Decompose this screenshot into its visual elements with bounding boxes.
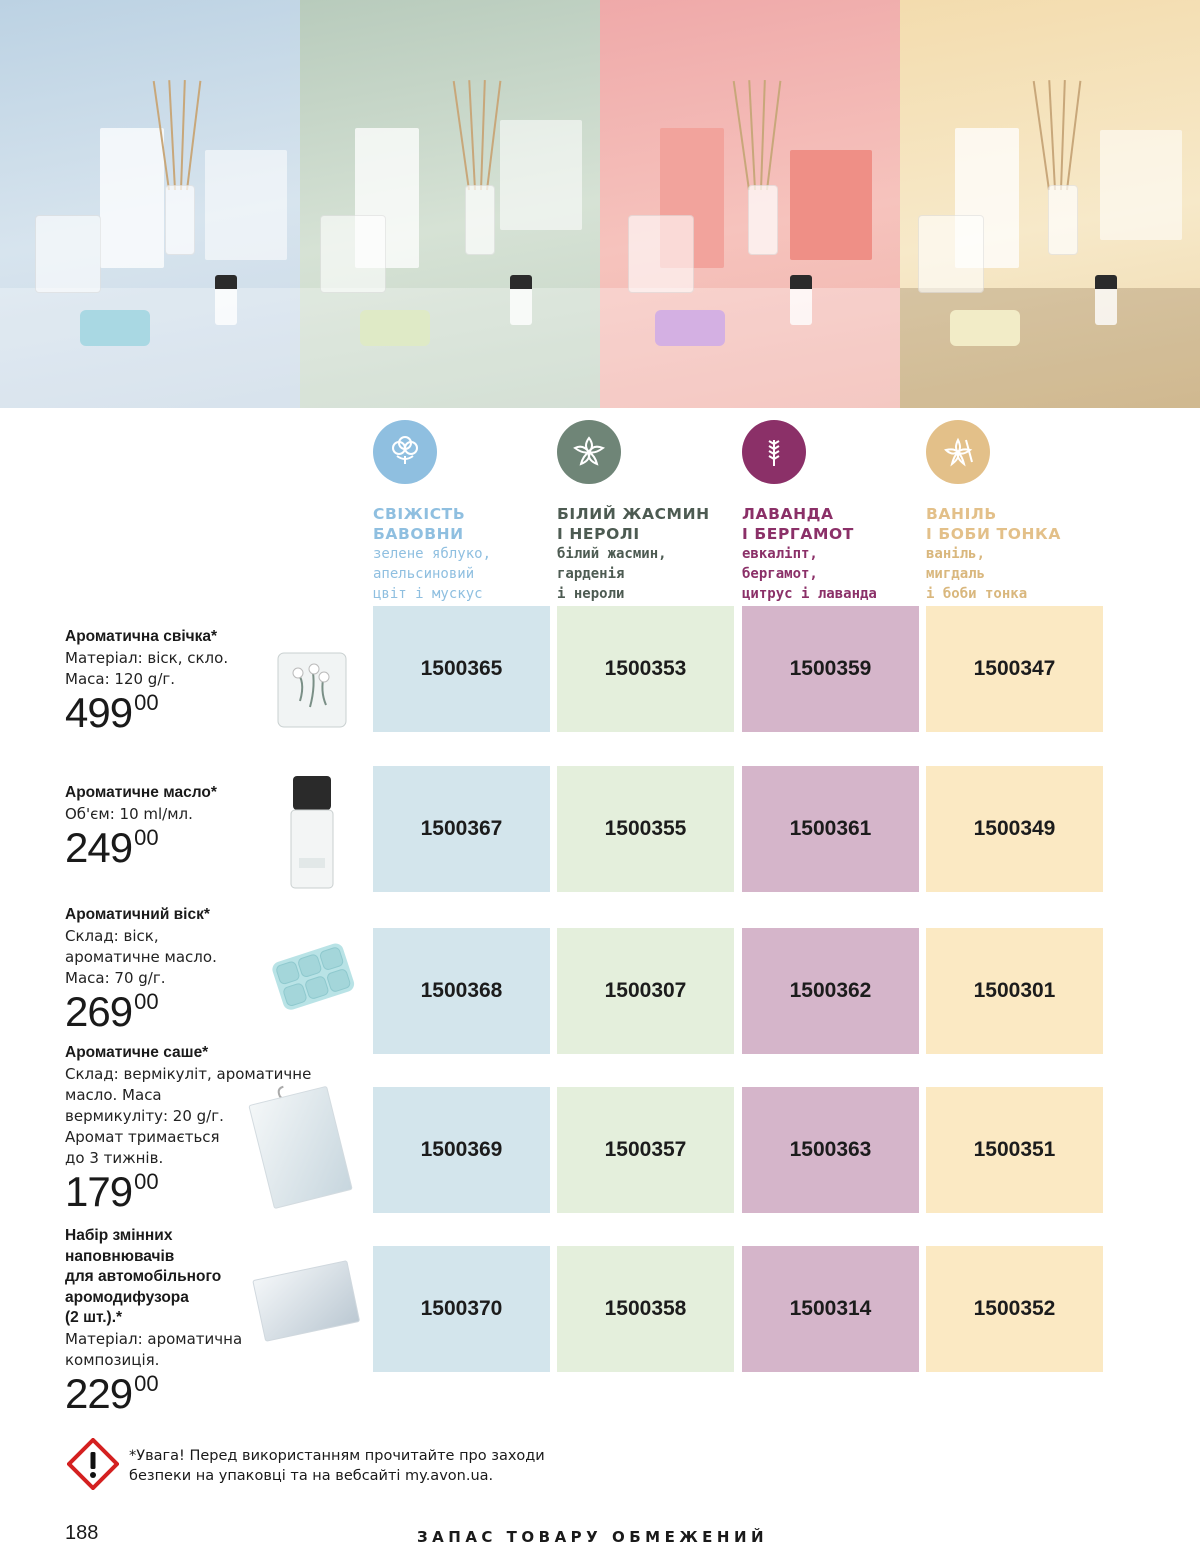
product-name: Ароматичне масло* [65, 784, 217, 801]
scent-header-lavender [742, 420, 926, 604]
scent-notes: зелене яблуко, апельсиновий цвіт і мускус [373, 546, 492, 602]
wax-melt-image [262, 936, 362, 1016]
product-code-cell: 1500352 [926, 1246, 1103, 1372]
scent-header-vanilla [926, 420, 1110, 604]
hero-photo-cotton [0, 0, 300, 408]
product-code-cell: 1500358 [557, 1246, 734, 1372]
product-code-cell: 1500307 [557, 928, 734, 1054]
scent-header-jasmine [557, 420, 741, 604]
product-code-cell: 1500347 [926, 606, 1103, 732]
jasmine-flower-icon [557, 420, 621, 484]
hero-photo-strip [0, 0, 1200, 408]
lavender-sprig-icon [742, 420, 806, 484]
product-price: $179^{00}$ [65, 1167, 159, 1215]
product-code-cell: 1500349 [926, 766, 1103, 892]
vanilla-orchid-icon [926, 420, 990, 484]
product-name: Ароматична свічка* [65, 628, 218, 645]
product-description: Матеріал: віск, скло. Маса: 120 g/г. [65, 648, 229, 688]
scent-notes: ваніль, мигдаль і боби тонка [926, 546, 1028, 602]
hazard-exclamation-icon [67, 1438, 119, 1490]
hero-photo-jasmine [300, 0, 600, 408]
product-code-cell: 1500370 [373, 1246, 550, 1372]
product-price: $249^{00}$ [65, 823, 159, 871]
product-price: $269^{00}$ [65, 987, 159, 1035]
scent-title: ЛАВАНДА І БЕРГАМОТ [742, 505, 854, 543]
scent-notes: білий жасмин, гарденія і нероли [557, 546, 667, 602]
product-code-cell: 1500362 [742, 928, 919, 1054]
product-description: Матеріал: ароматична композиція. [65, 1329, 243, 1369]
scent-title: БІЛИЙ ЖАСМИН І НЕРОЛІ [557, 505, 710, 543]
product-code-cell: 1500351 [926, 1087, 1103, 1213]
product-price: $229^{00}$ [65, 1369, 159, 1417]
car-refill-image [250, 1256, 362, 1344]
product-name: Ароматичний віск* [65, 906, 210, 923]
product-code-cell: 1500301 [926, 928, 1103, 1054]
product-description: Об'єм: 10 ml/мл. [65, 804, 193, 823]
product-description: Склад: віск, ароматичне масло. Маса: 70 g/г. [65, 926, 217, 987]
scent-notes: евкаліпт, бергамот, цитрус і лаванда [742, 546, 877, 602]
product-name: Ароматичне саше* [65, 1044, 209, 1061]
sachet-image [248, 1080, 356, 1210]
product-code-cell: 1500361 [742, 766, 919, 892]
product-code-cell: 1500363 [742, 1087, 919, 1213]
scent-header-cotton [373, 420, 557, 604]
hero-photo-vanilla [900, 0, 1200, 408]
product-name: Набір змінних наповнювачів для автомобільного аромодифузора (2 шт.).* [65, 1227, 222, 1326]
scent-title: ВАНІЛЬ І БОБИ ТОНКА [926, 505, 1061, 543]
candle-image [276, 651, 348, 729]
safety-warning-text: *Увага! Перед використанням прочитайте про заходи безпеки на упаковці та на вебсайті my.avon.ua. [129, 1448, 545, 1484]
product-code-cell: 1500365 [373, 606, 550, 732]
scent-title: СВІЖІСТЬ БАВОВНИ [373, 505, 466, 543]
cotton-flower-icon [373, 420, 437, 484]
product-code-cell: 1500359 [742, 606, 919, 732]
oil-bottle-image [289, 774, 335, 892]
product-price: $499^{00}$ [65, 688, 159, 736]
product-code-cell: 1500355 [557, 766, 734, 892]
page-number: 188 [65, 1522, 99, 1544]
product-code-cell: 1500368 [373, 928, 550, 1054]
hero-photo-lavender [600, 0, 900, 408]
product-code-cell: 1500367 [373, 766, 550, 892]
product-code-cell: 1500314 [742, 1246, 919, 1372]
product-code-cell: 1500357 [557, 1087, 734, 1213]
stock-limited-notice: ЗАПАС ТОВАРУ ОБМЕЖЕНИЙ [417, 1528, 769, 1546]
product-description: Склад: вермікуліт, ароматичне масло. Маса вермикуліту: 20 g/г. Аромат тримається до 3 тижнів. [65, 1064, 312, 1167]
product-code-cell: 1500369 [373, 1087, 550, 1213]
product-code-cell: 1500353 [557, 606, 734, 732]
